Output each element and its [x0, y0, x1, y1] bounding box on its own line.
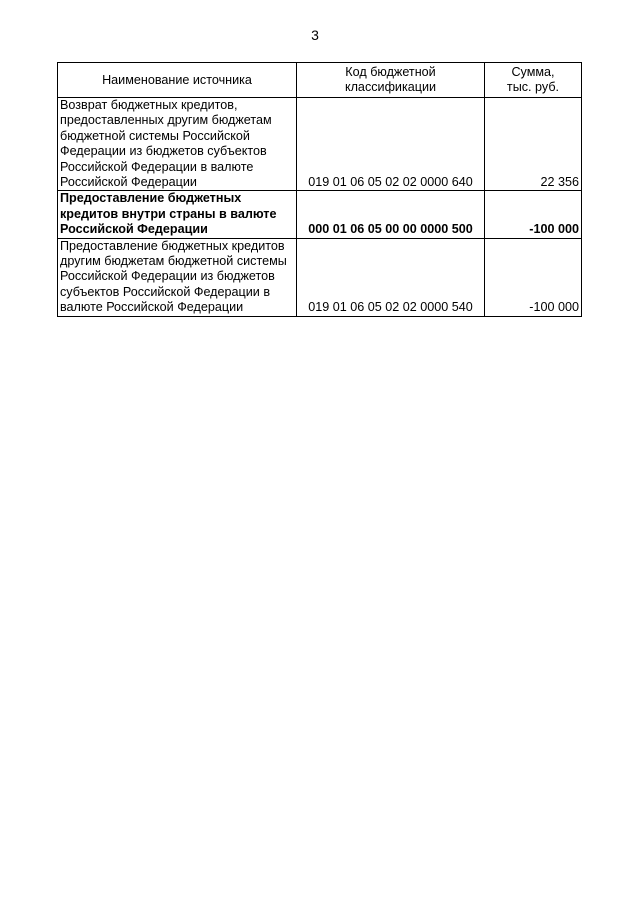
row-source-name: Предоставление бюджетных кредитов другим бюджетам бюджетной системы Российской Федерации из бюджетов субъектов Российской Федерации в валюте Российской Федерации	[58, 238, 297, 316]
header-source-name-label: Наименование источника	[102, 72, 252, 87]
row-sum: -100 000	[485, 238, 582, 316]
row-sum: 22 356	[485, 98, 582, 191]
budget-sources-table	[57, 62, 582, 317]
row-sum: -100 000	[485, 191, 582, 238]
row-budget-code: 000 01 06 05 00 00 0000 500	[297, 191, 485, 238]
header-sum-line2: тыс. руб.	[506, 80, 560, 94]
table-row	[58, 98, 582, 191]
table-row	[58, 191, 582, 238]
row-source-name: Предоставление бюджетных кредитов внутри страны в валюте Российской Федерации	[58, 191, 297, 238]
table-header-row	[58, 63, 582, 98]
row-source-name: Возврат бюджетных кредитов, предоставленных другим бюджетам бюджетной системы Российской Федерации из бюджетов субъектов Российской Федерации в валюте Российской Федерации	[58, 98, 297, 191]
header-budget-code-line1: Код бюджетной	[345, 65, 436, 79]
header-sum-line1: Сумма,	[511, 65, 555, 79]
row-budget-code: 019 01 06 05 02 02 0000 640	[297, 98, 485, 191]
header-sum	[485, 63, 582, 98]
row-budget-code: 019 01 06 05 02 02 0000 540	[297, 238, 485, 316]
header-budget-code-line2: классификации	[344, 80, 437, 94]
table-row	[58, 238, 582, 316]
header-budget-code	[297, 63, 485, 98]
header-source-name	[58, 63, 297, 98]
page-number: 3	[311, 27, 319, 43]
